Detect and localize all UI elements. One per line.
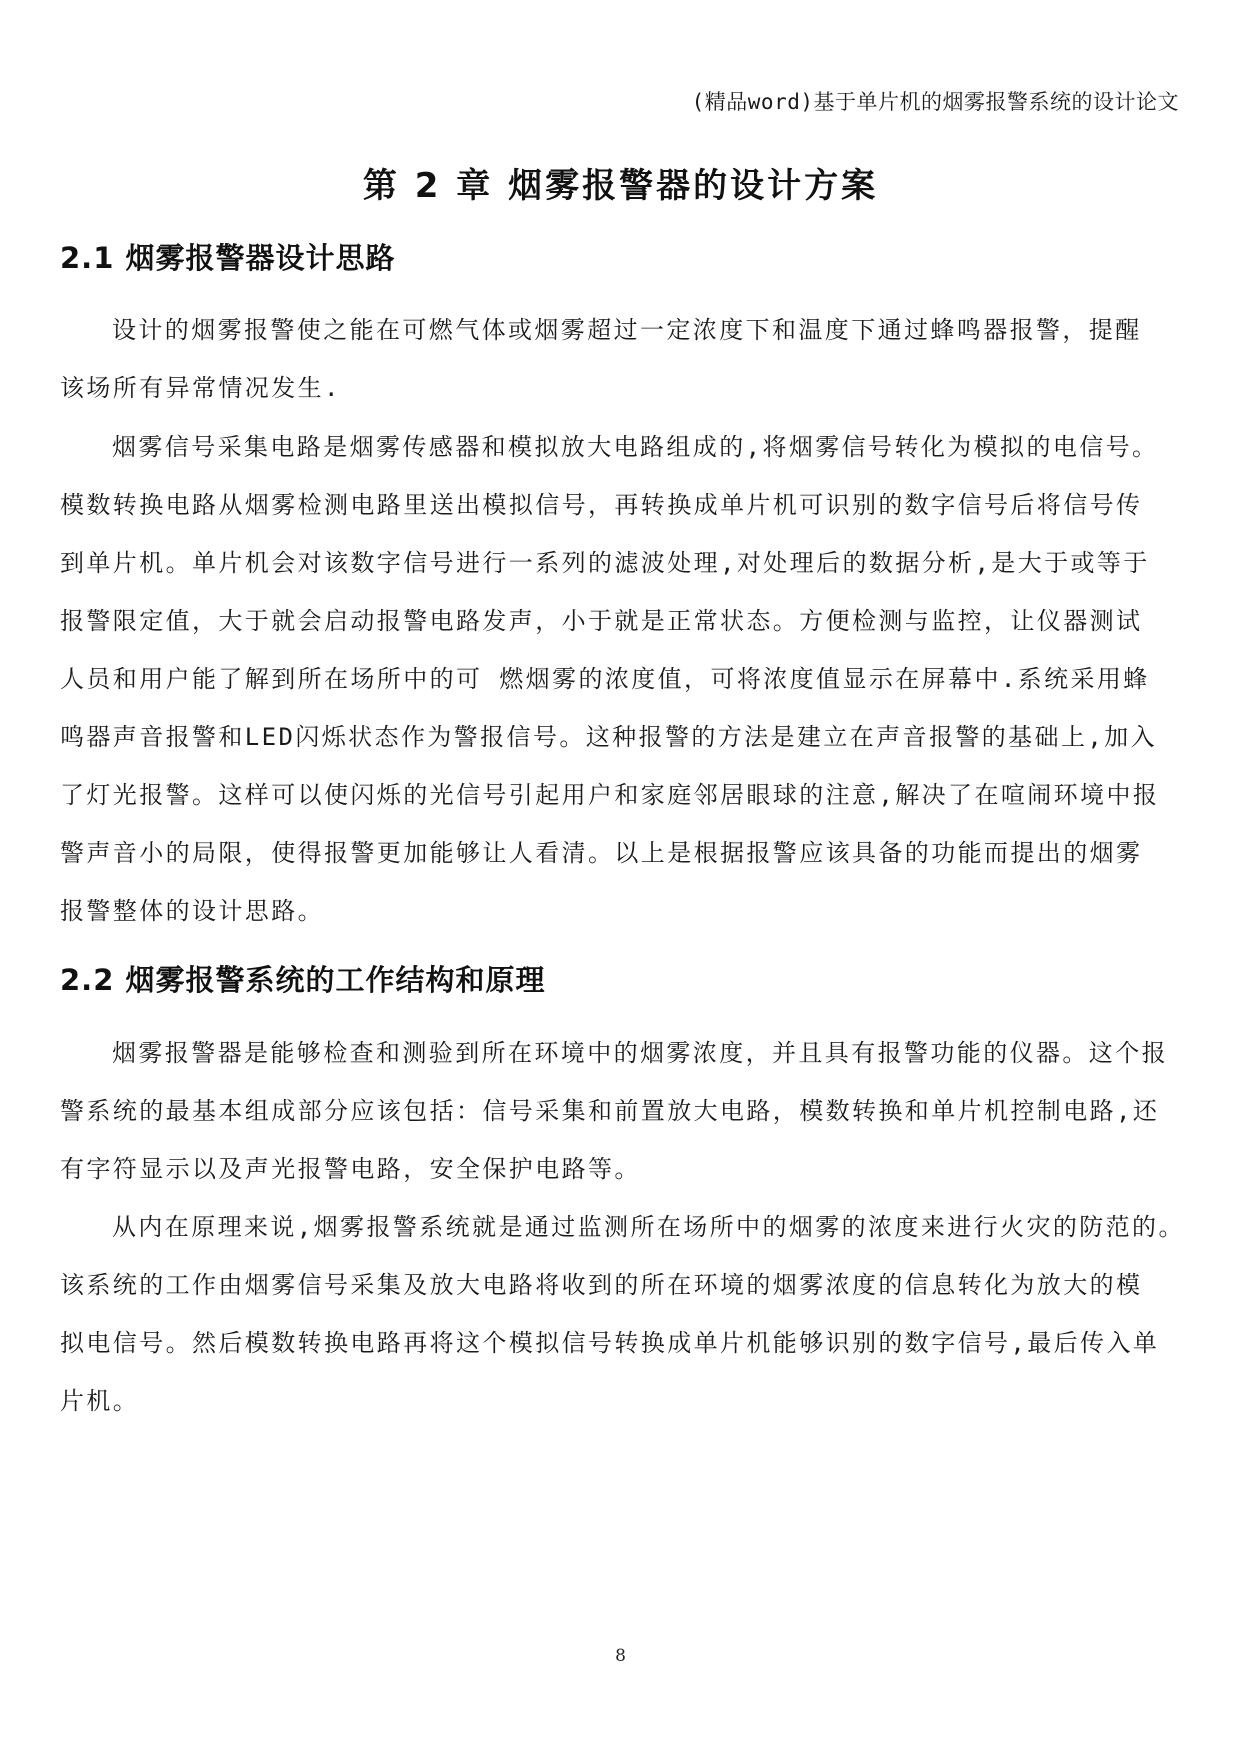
page-number: 8 bbox=[615, 1646, 626, 1666]
chapter-title: 第 2 章 烟雾报警器的设计方案 bbox=[362, 166, 879, 206]
paragraph-line: 该场所有异常情况发生. bbox=[60, 374, 341, 402]
paragraph-line: 了灯光报警。这样可以使闪烁的光信号引起用户和家庭邻居眼球的注意,解决了在喧闹环境中报 bbox=[60, 781, 1160, 809]
paragraph-line: 模数转换电路从烟雾检测电路里送出模拟信号，再转换成单片机可识别的数字信号后将信号传 bbox=[60, 491, 1143, 519]
paragraph-line: 片机。 bbox=[60, 1387, 140, 1415]
paragraph-line: 该系统的工作由烟雾信号采集及放大电路将收到的所在环境的烟雾浓度的信息转化为放大的模 bbox=[60, 1271, 1143, 1299]
section-heading-2-2: 2.2 烟雾报警系统的工作结构和原理 bbox=[60, 963, 546, 997]
paragraph-line: 警声音小的局限，使得报警更加能够让人看清。以上是根据报警应该具备的功能而提出的烟雾 bbox=[60, 839, 1143, 867]
paragraph-line: 烟雾信号采集电路是烟雾传感器和模拟放大电路组成的,将烟雾信号转化为模拟的电信号。 bbox=[112, 433, 1159, 461]
paragraph-line: 设计的烟雾报警使之能在可燃气体或烟雾超过一定浓度下和温度下通过蜂鸣器报警，提醒 bbox=[112, 316, 1142, 344]
paragraph-line: 拟电信号。然后模数转换电路再将这个模拟信号转换成单片机能够识别的数字信号,最后传入单 bbox=[60, 1329, 1160, 1357]
paragraph-line: 警系统的最基本组成部分应该包括：信号采集和前置放大电路，模数转换和单片机控制电路,还 bbox=[60, 1097, 1160, 1125]
paragraph-line: 从内在原理来说,烟雾报警系统就是通过监测所在场所中的烟雾的浓度来进行火灾的防范的。 bbox=[112, 1213, 1185, 1241]
paragraph-line: 到单片机。单片机会对该数字信号进行一系列的滤波处理,对处理后的数据分析,是大于或等于 bbox=[60, 549, 1150, 577]
paragraph-line: 报警整体的设计思路。 bbox=[60, 897, 324, 925]
section-heading-2-1: 2.1 烟雾报警器设计思路 bbox=[60, 241, 396, 275]
paragraph-line: 鸣器声音报警和LED闪烁状态作为警报信号。这种报警的方法是建立在声音报警的基础上,加入 bbox=[60, 723, 1157, 751]
paragraph-line: 人员和用户能了解到所在场所中的可 燃烟雾的浓度值，可将浓度值显示在屏幕中.系统采用蜂 bbox=[60, 665, 1150, 693]
running-header: (精品word)基于单片机的烟雾报警系统的设计论文 bbox=[691, 90, 1179, 114]
paragraph-line: 烟雾报警器是能够检查和测验到所在环境中的烟雾浓度，并且具有报警功能的仪器。这个报 bbox=[112, 1039, 1168, 1067]
paragraph-line: 有字符显示以及声光报警电路，安全保护电路等。 bbox=[60, 1155, 641, 1183]
paragraph-line: 报警限定值，大于就会启动报警电路发声，小于就是正常状态。方便检测与监控，让仪器测试 bbox=[60, 607, 1143, 635]
